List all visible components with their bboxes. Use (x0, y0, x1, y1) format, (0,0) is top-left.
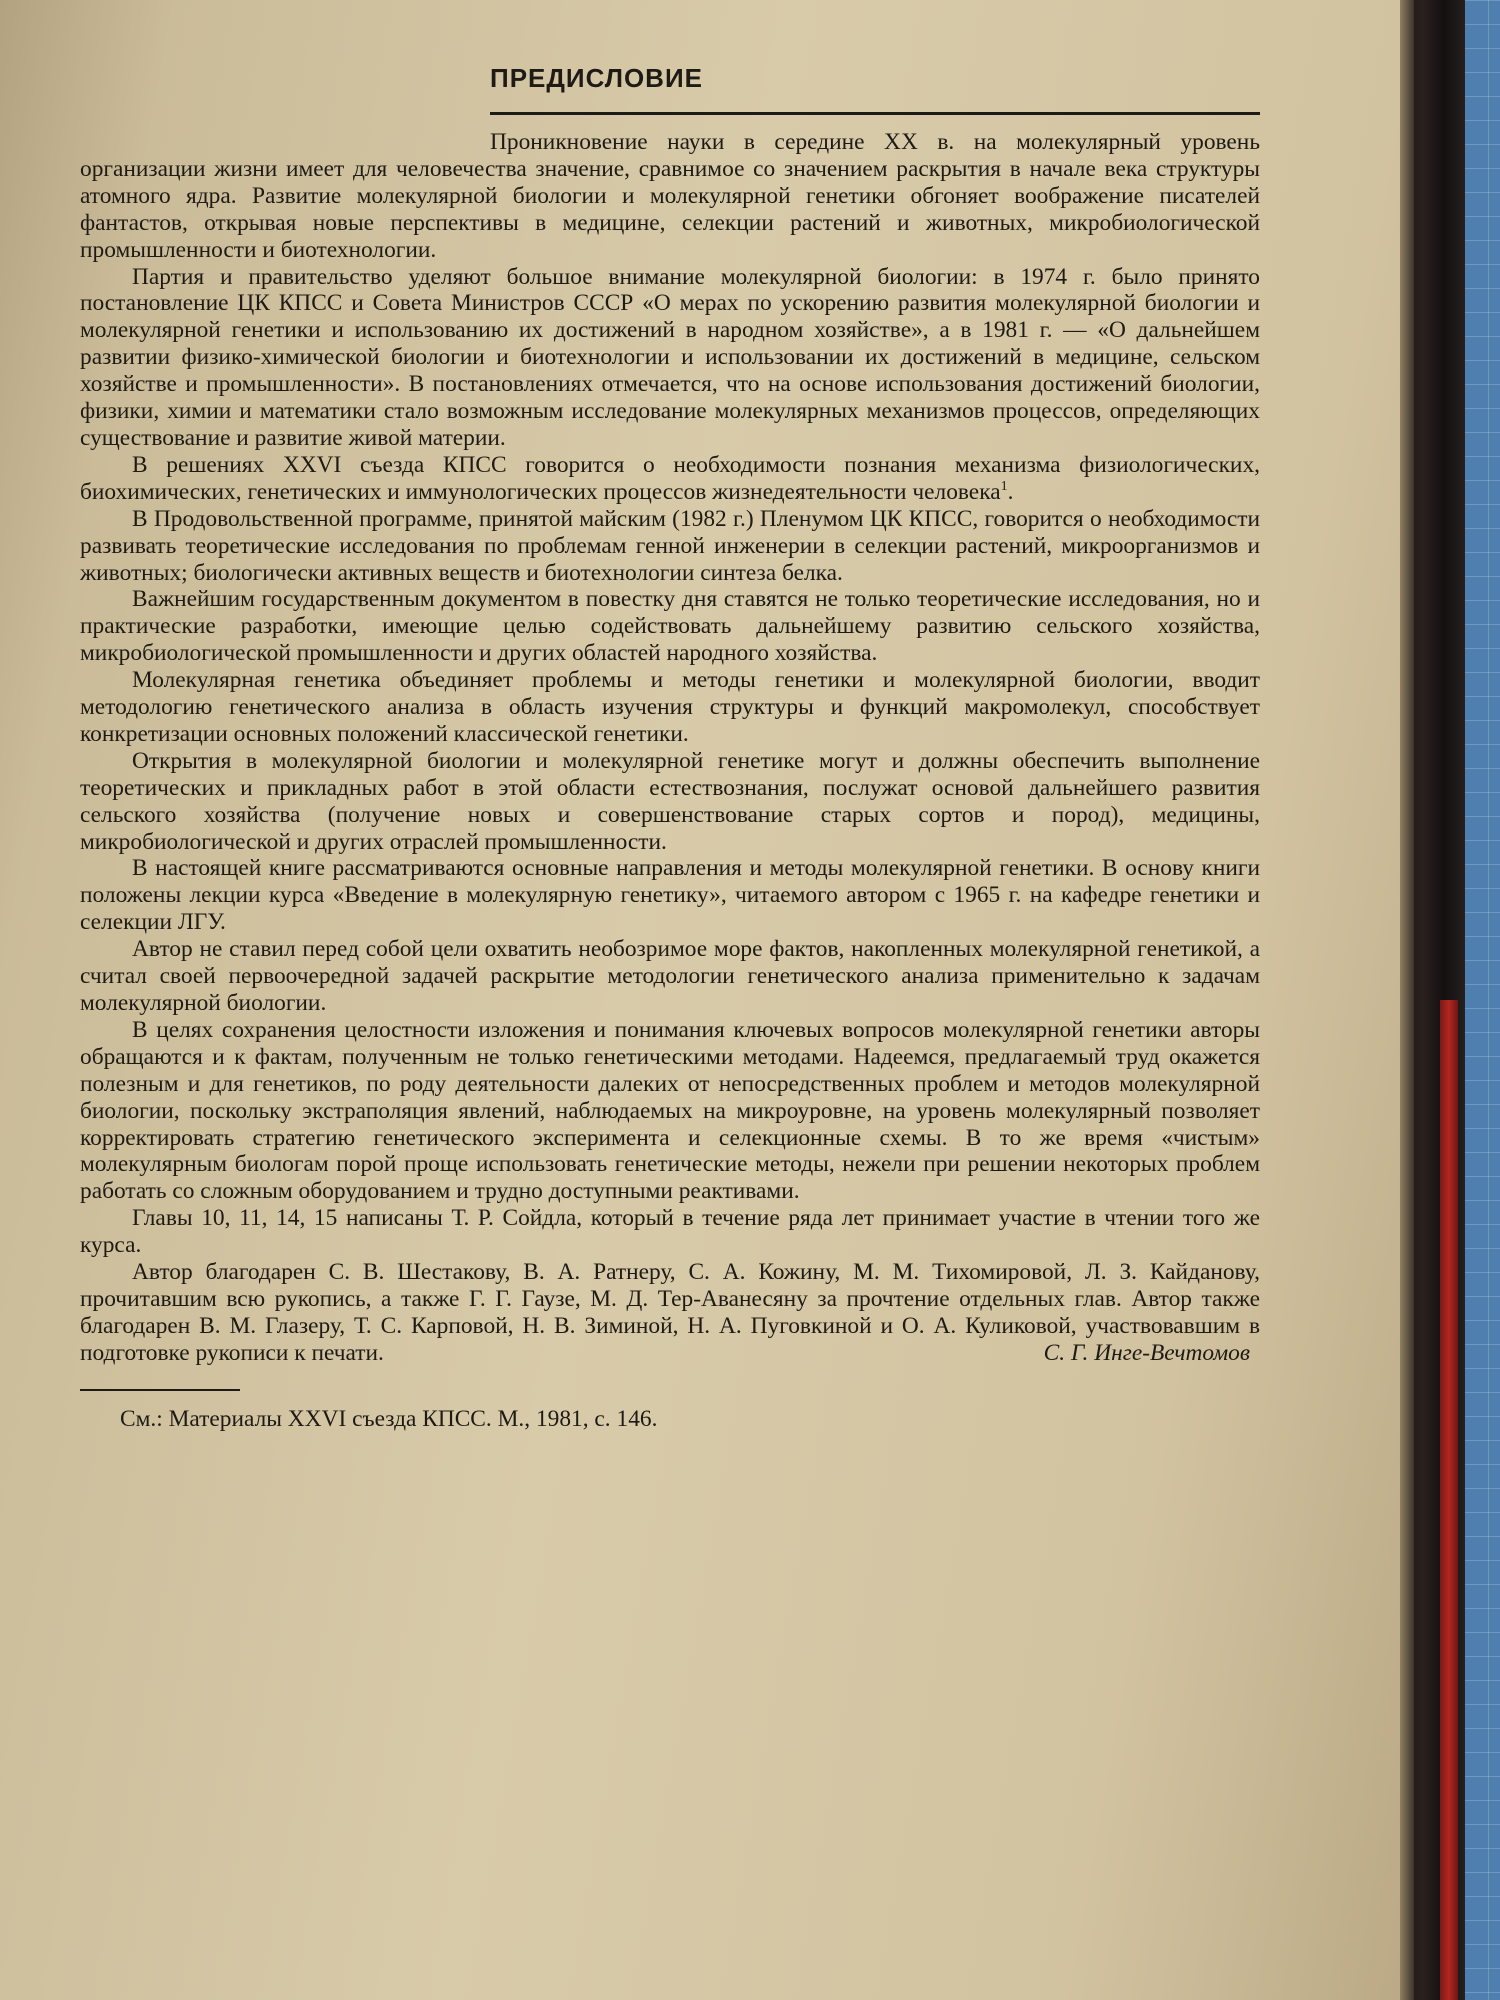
footnote-marker: 1 (1000, 478, 1008, 494)
paragraph-12: Автор благодарен С. В. Шестакову, В. А. Ратнеру, С. А. Кожину, М. М. Тихомировой, Л. З. Кайданову, прочитавшим всю рукопись, а также Г. Г. Гаузе, М. Д. Тер-Аванесяну за прочтение отдельных глав. Автор также благодарен В. М. Глазеру, Т. С. Карповой, Н. В. Зиминой, Н. А. Пуговкиной и О. А. Куликовой, участвовавшим в подготовке рукописи к печати. (80, 1259, 1260, 1366)
paragraph-5: Важнейшим государственным документом в повестку дня ставятся не только теоретические исследования, но и практические разработки, имеющие целью содействовать дальнейшему развитию сельского хозяйства, микробиологической промышленности и других областей народного хозяйства. (80, 586, 1260, 667)
page-content (80, 58, 1260, 1433)
paragraph-3 (80, 452, 1260, 506)
page-title: ПРЕДИСЛОВИЕ (490, 63, 703, 93)
paragraph-10: В целях сохранения целостности изложения и понимания ключевых вопросов молекулярной генетики авторы обращаются и к фактам, полученным не только генетическими методами. Надеемся, предлагаемый труд окажется полезным и для генетиков, по роду деятельности далеких от непосредственных проблем и методов молекулярной биологии, поскольку экстраполяция явлений, наблюдаемых на микроуровне, на уровень молекулярный позволяет корректировать стратегию генетического эксперимента и селекционные схемы. В то же время «чистым» молекулярным биологам порой проще использовать генетические методы, нежели при решении некоторых проблем работать со сложным оборудованием и трудно доступными реактивами. (80, 1016, 1260, 1205)
paragraph-11: Главы 10, 11, 14, 15 написаны Т. Р. Сойдла, который в течение ряда лет принимает участие в чтении того же курса. (80, 1205, 1260, 1259)
paragraph-3-end: . (1007, 478, 1014, 505)
book-cover-red-stripe (1440, 1000, 1458, 2000)
paragraph-2: Партия и правительство уделяют большое внимание молекулярной биологии: в 1974 г. было принято постановление ЦК КПСС и Совета Министров СССР «О мерах по ускорению развития молекулярной биологии и молекулярной генетики и использованию их достижений в народном хозяйстве», а в 1981 г. — «О дальнейшем развитии физико-химической биологии и биотехнологии и использовании их достижений в медицине, сельском хозяйстве и промышленности». В постановлениях отмечается, что на основе использования достижений биологии, физики, химии и математики стало возможным исследование молекулярных механизмов процессов, определяющих существование и развитие живой материи. (80, 263, 1260, 451)
paragraph-6: Молекулярная генетика объединяет проблемы и методы генетики и молекулярной биологии, вводит методологию генетического анализа в область изучения структуры и функций макромолекул, способствует конкретизации основных положений классической генетики. (80, 667, 1260, 747)
title-rule (490, 112, 1260, 115)
paragraph-1: Проникновение науки в середине XX в. на молекулярный уровень организации жизни имеет для человечества значение, сравнимое со значением раскрытия в начале века структуры атомного ядра. Развитие молекулярной биологии и молекулярной генетики обгоняет воображение писателей фантастов, открывая новые перспективы в медицине, селекции растений и животных, микробиологической промышленности и биотехнологии. (80, 129, 1260, 263)
paragraph-7: Открытия в молекулярной биологии и молекулярной генетике могут и должны обеспечить выполнение теоретических и прикладных работ в этой области естествознания, послужат основой дальнейшего развития сельского хозяйства (получение новых и совершенствование старых сортов и пород), медицины, микробиологической и других отраслей промышленности. (80, 747, 1260, 855)
footnote: См.: Материалы XXVI съезда КПСС. М., 1981, с. 146. (120, 1405, 658, 1432)
paragraph-8: В настоящей книге рассматриваются основные направления и методы молекулярной генетики. В основу книги положены лекции курса «Введение в молекулярную генетику», читаемого автором с 1965 г. на кафедре генетики и селекции ЛГУ. (80, 855, 1260, 936)
author-signature: С. Г. Инге-Вечтомов (1043, 1339, 1250, 1366)
footnote-rule (80, 1389, 240, 1391)
paragraph-4: В Продовольственной программе, принятой майским (1982 г.) Пленумом ЦК КПСС, говорится о необходимости развивать теоретические исследования по проблемам генной инженерии в селекции растений, микроорганизмов и животных; биологически активных веществ и биотехнологии синтеза белка. (80, 505, 1260, 586)
page-edge-shadow (1400, 0, 1414, 2000)
paragraph-9: Автор не ставил перед собой цели охватить необозримое море фактов, накопленных молекулярной генетикой, а считал своей первоочередной задачей раскрытие методологии генетического анализа применительно к задачам молекулярной биологии. (80, 936, 1260, 1016)
paragraph-3-text: В решениях XXVI съезда КПСС говорится о необходимости познания механизма физиологических, биохимических, генетических и иммунологических процессов жизнедеятельности человека (80, 451, 1260, 505)
